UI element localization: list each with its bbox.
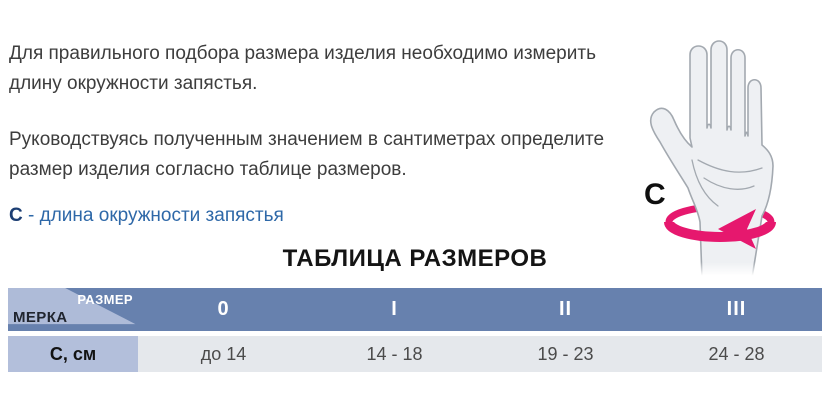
size-value-1: 14 - 18 [366,343,423,364]
table-corner-cell [8,288,138,331]
hand-outline [651,41,773,278]
measure-legend-text: - длина окружности запястья [28,205,284,226]
table-row [8,336,822,372]
size-table-section [8,246,822,372]
column-header-3: III [726,298,747,320]
column-header-0: 0 [217,298,230,320]
row-label: С, см [8,336,138,372]
column-header-2: II [558,298,573,320]
corner-label-measure: МЕРКА [13,309,68,326]
size-table [8,288,822,372]
column-header-1: I [391,298,398,320]
intro-paragraph-2: Руководствуясь полученным значением в сантиметрах определите размер изделия согласно таблице размеров. [9,129,605,180]
size-value-3: 24 - 28 [708,343,765,364]
measure-legend-symbol: С [9,205,23,226]
measure-legend [9,201,654,231]
table-header-row [8,288,822,331]
size-value-0: до 14 [200,343,247,364]
corner-label-size: РАЗМЕР [77,292,133,307]
intro-text-block [9,39,654,231]
intro-paragraph-1: Для правильного подбора размера изделия необходимо измерить длину окружности запястья. [9,43,596,94]
size-table-title: ТАБЛИЦА РАЗМЕРОВ [282,245,548,272]
hand-wrist-svg [640,10,792,278]
size-value-2: 19 - 23 [537,343,594,364]
hand-illustration [640,10,792,278]
wrist-circumference-label: С [644,178,666,211]
